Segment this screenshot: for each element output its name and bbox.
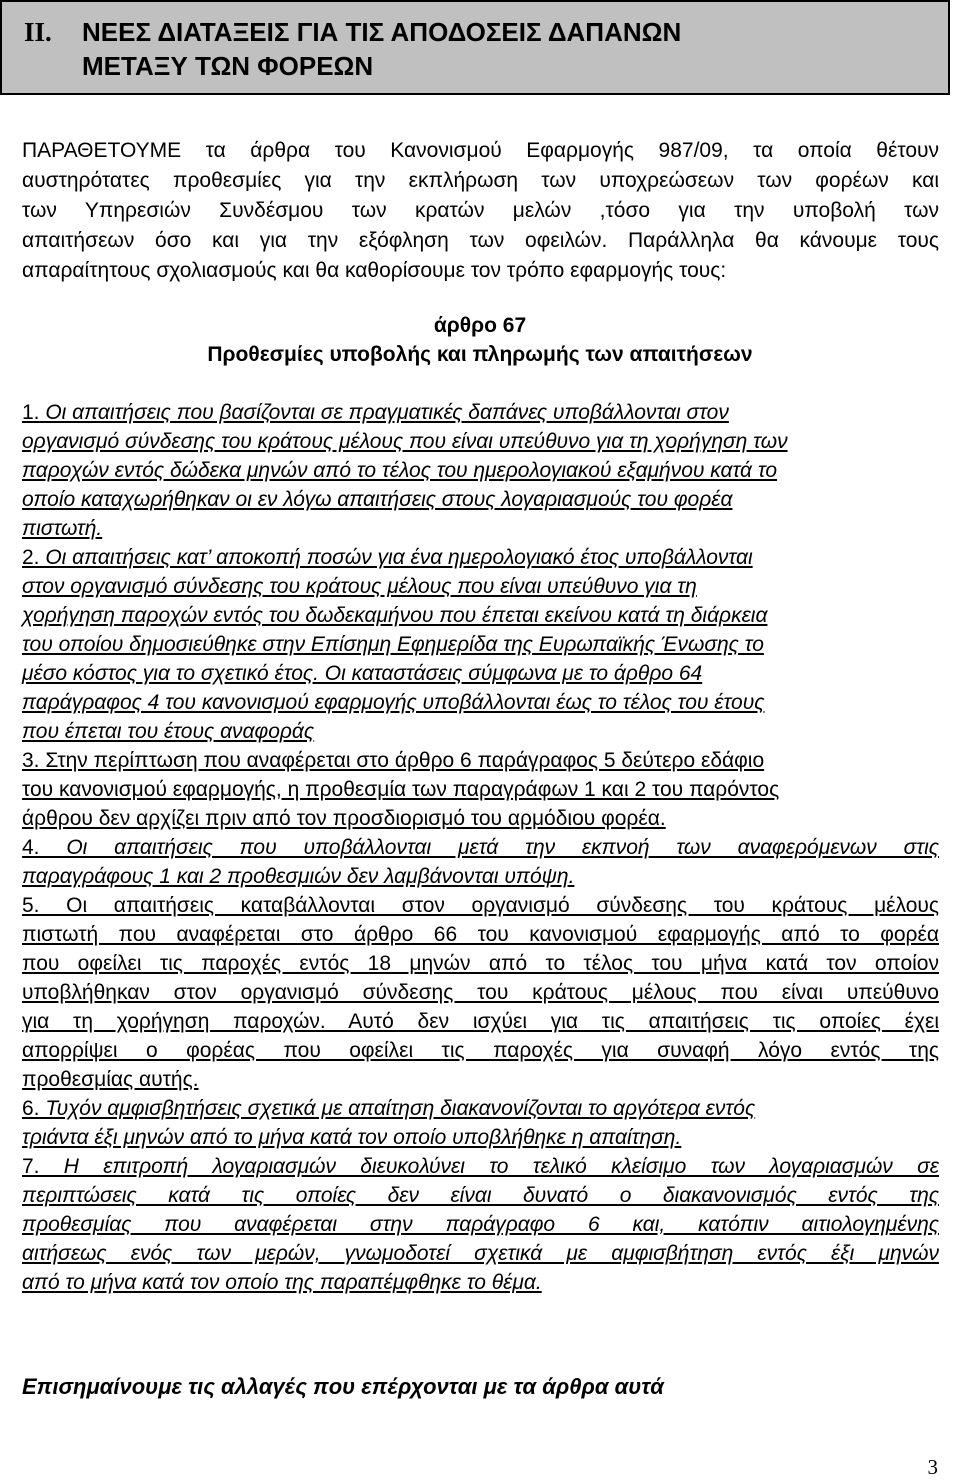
- intro-line: απαιτήσεων όσο και για την εξόφληση των οφειλών. Παράλληλα θα κάνουμε τους: [22, 229, 939, 252]
- paragraph-line: παροχών εντός δώδεκα μηνών από το τέλος του ημερολογιακού εξαμήνου κατά το: [22, 459, 778, 482]
- intro-line: αυστηρότατες προθεσμίες για την εκπλήρωση των υποχρεώσεων των φορέων και: [22, 169, 939, 192]
- section-title-line-2: ΜΕΤΑΞΥ ΤΩΝ ΦΟΡΕΩΝ: [82, 51, 374, 81]
- paragraph-2: [22, 543, 939, 746]
- intro-line: απαραίτητους σχολιασμούς και θα καθορίσουμε τον τρόπο εφαρμογής τους:: [22, 259, 727, 282]
- paragraph-1: [22, 398, 939, 543]
- paragraph-line: μέσο κόστος για το σχετικό έτος. Οι καταστάσεις σύμφωνα με το άρθρο 64: [22, 662, 703, 685]
- article-number: άρθρο 67: [433, 314, 527, 337]
- section-title-line-1: ΝΕΕΣ ΔΙΑΤΑΞΕΙΣ ΓΙΑ ΤΙΣ ΑΠΟΔΟΣΕΙΣ ΔΑΠΑΝΩΝ: [82, 17, 682, 47]
- paragraph-number: 5.: [22, 894, 40, 917]
- paragraph-line: στον οργανισμό σύνδεσης του κράτους μέλους που είναι υπεύθυνο για τη: [22, 575, 697, 598]
- paragraph-line: 3. Στην περίπτωση που αναφέρεται στο άρθρο 6 παράγραφος 5 δεύτερο εδάφιο: [22, 749, 765, 772]
- section-heading-box: [0, 0, 950, 95]
- intro-paragraph: [22, 136, 939, 286]
- paragraph-line: απορρίψει ο φορέας που οφείλει τις παροχές για συναφή λόγο εντός της: [22, 1039, 939, 1062]
- section-number: II.: [24, 17, 52, 47]
- section-title: [82, 15, 681, 83]
- paragraph-number: 6.: [22, 1097, 40, 1120]
- paragraph-line: παράγραφος 4 του κανονισμού εφαρμογής υποβάλλονται έως το τέλος του έτους: [22, 691, 765, 714]
- paragraph-line: από το μήνα κατά τον οποίο της παραπέμφθηκε το θέμα.: [22, 1271, 542, 1294]
- paragraph-line: 5. Οι απαιτήσεις καταβάλλονται στον οργανισμό σύνδεσης του κράτους μέλους: [22, 894, 939, 917]
- paragraph-line: οργανισμό σύνδεσης του κράτους μέλους που είναι υπεύθυνο για τη χορήγηση των: [22, 430, 788, 453]
- paragraph-number: 7.: [22, 1155, 40, 1178]
- paragraph-5: [22, 891, 939, 1094]
- intro-line: ΠΑΡΑΘΕΤΟΥΜΕ τα άρθρα του Κανονισμού Εφαρμογής 987/09, τα οποία θέτουν: [22, 139, 939, 162]
- paragraph-number: 1.: [22, 401, 40, 424]
- paragraph-line: του οποίου δημοσιεύθηκε στην Επίσημη Εφημερίδα της Ευρωπαϊκής Ένωσης το: [22, 633, 764, 656]
- paragraph-line: 7. Η επιτροπή λογαριασμών διευκολύνει το τελικό κλείσιμο των λογαριασμών σε: [22, 1155, 939, 1178]
- paragraph-line: προθεσμίας αυτής.: [22, 1068, 199, 1091]
- page-number: 3: [927, 1455, 938, 1479]
- paragraph-3: [22, 746, 939, 833]
- paragraph-line: του κανονισμού εφαρμογής, η προθεσμία των παραγράφων 1 και 2 του παρόντος: [22, 778, 780, 801]
- paragraph-4: [22, 833, 939, 891]
- paragraph-number: 4.: [22, 836, 40, 859]
- paragraph-7: [22, 1152, 939, 1297]
- paragraph-line: 4. Οι απαιτήσεις που υποβάλλονται μετά την εκπνοή των αναφερόμενων στις: [22, 836, 939, 859]
- paragraph-line: πιστωτή που αναφέρεται στο άρθρο 66 του κανονισμού εφαρμογής από το φορέα: [22, 923, 939, 946]
- article-body: [22, 398, 939, 1297]
- paragraph-line: 1. Οι απαιτήσεις που βασίζονται σε πραγματικές δαπάνες υποβάλλονται στον: [22, 401, 729, 424]
- paragraph-line: χορήγηση παροχών εντός του δωδεκαμήνου που έπεται εκείνου κατά τη διάρκεια: [22, 604, 768, 627]
- paragraph-6: [22, 1094, 939, 1152]
- article-title: Προθεσμίες υποβολής και πληρωμής των απαιτήσεων: [207, 343, 753, 366]
- paragraph-line: άρθρου δεν αρχίζει πριν από τον προσδιορισμό του αρμόδιου φορέα.: [22, 807, 666, 830]
- paragraph-line: που έπεται του έτους αναφοράς: [22, 720, 315, 743]
- paragraph-number: 3.: [22, 749, 40, 772]
- paragraph-line: 6. Τυχόν αμφισβητήσεις σχετικά με απαίτηση διακανονίζονται το αργότερα εντός: [22, 1097, 756, 1120]
- paragraph-line: 2. Οι απαιτήσεις κατ’ αποκοπή ποσών για ένα ημερολογιακό έτος υποβάλλονται: [22, 546, 753, 569]
- paragraph-line: για τη χορήγηση παροχών. Αυτό δεν ισχύει για τις απαιτήσεις τις οποίες έχει: [22, 1010, 939, 1033]
- paragraph-line: αιτήσεως ενός των μερών, γνωμοδοτεί σχετικά με αμφισβήτηση εντός έξι μηνών: [22, 1242, 939, 1265]
- paragraph-line: οποίο καταχωρήθηκαν οι εν λόγω απαιτήσεις στους λογαριασμούς του φορέα: [22, 488, 733, 511]
- paragraph-line: παραγράφους 1 και 2 προθεσμιών δεν λαμβάνονται υπόψη.: [22, 865, 575, 888]
- paragraph-line: πιστωτή.: [22, 517, 103, 540]
- paragraph-line: που οφείλει τις παροχές εντός 18 μηνών από το τέλος του μήνα κατά τον οποίον: [22, 952, 939, 975]
- intro-line: των Υπηρεσιών Συνδέσμου των κρατών μελών ,τόσο για την υποβολή των: [22, 199, 939, 222]
- paragraph-line: υποβλήθηκαν στον οργανισμό σύνδεσης του κράτους μέλους που είναι υπεύθυνο: [22, 981, 939, 1004]
- paragraph-line: προθεσμίας που αναφέρεται στην παράγραφο 6 και, κατόπιν αιτιολογημένης: [22, 1213, 939, 1236]
- paragraph-number: 2.: [22, 546, 40, 569]
- paragraph-line: περιπτώσεις κατά τις οποίες δεν είναι δυνατό ο διακανονισμός εντός της: [22, 1184, 939, 1207]
- closing-note: Επισημαίνουμε τις αλλαγές που επέρχονται με τα άρθρα αυτά: [22, 1374, 664, 1399]
- paragraph-line: τριάντα έξι μηνών από το μήνα κατά τον οποίο υποβλήθηκε η απαίτηση.: [22, 1126, 682, 1149]
